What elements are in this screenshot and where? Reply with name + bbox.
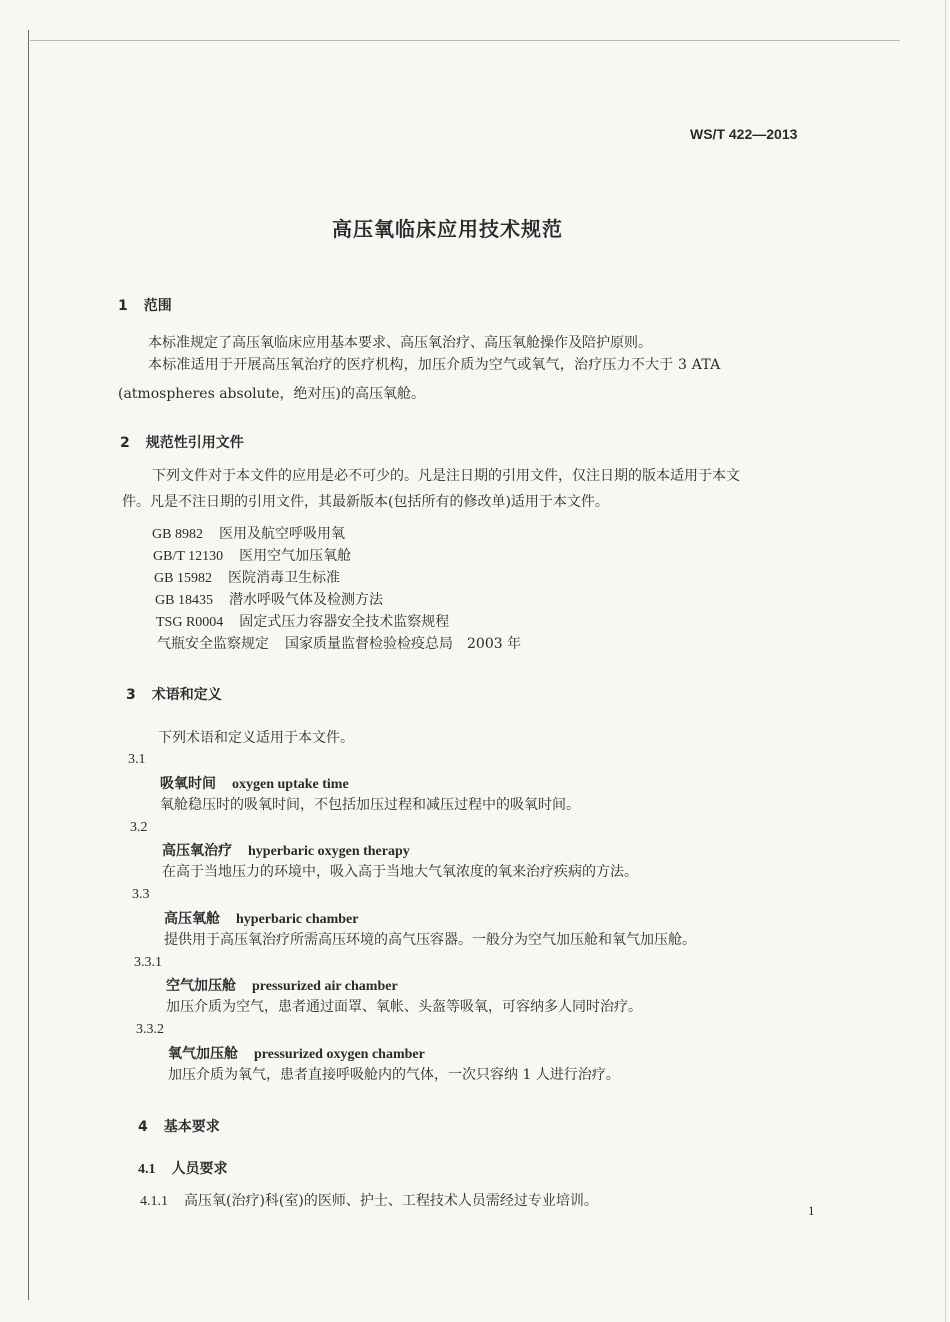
reference-name: 潜水呼吸气体及检测方法 bbox=[228, 592, 383, 608]
section-title: 基本要求 bbox=[163, 1119, 220, 1135]
reference-name: 医院消毒卫生标准 bbox=[227, 570, 340, 586]
subsection-heading bbox=[138, 1158, 228, 1178]
reference-code: 气瓶安全监察规定 bbox=[157, 636, 269, 652]
paragraph: 本标准规定了高压氧临床应用基本要求、高压氧治疗、高压氧舱操作及陪护原则。 bbox=[148, 335, 652, 351]
section-2-heading bbox=[120, 432, 244, 452]
term-definition: 氧舱稳压时的吸氧时间，不包括加压过程和减压过程中的吸氧时间。 bbox=[160, 797, 580, 813]
term-definition: 提供用于高压氧治疗所需高压环境的高气压容器。一般分为空气加压舱和氧气加压舱。 bbox=[164, 932, 696, 948]
clause-item bbox=[140, 1190, 598, 1210]
section-number: 1 bbox=[118, 298, 128, 314]
reference-item bbox=[154, 567, 340, 587]
term-heading bbox=[166, 975, 398, 995]
reference-name: 固定式压力容器安全技术监察规程 bbox=[239, 614, 450, 630]
reference-code: GB 15982 bbox=[154, 571, 212, 586]
reference-name: 医用及航空呼吸用氧 bbox=[218, 526, 345, 542]
term-english: hyperbaric oxygen therapy bbox=[248, 844, 410, 859]
subsection-number: 4.1 bbox=[138, 1162, 156, 1177]
term-chinese: 氧气加压舱 bbox=[168, 1046, 238, 1062]
section-title: 术语和定义 bbox=[151, 687, 222, 703]
term-english: pressurized air chamber bbox=[252, 979, 398, 994]
reference-name: 国家质量监督检验检疫总局 2003 年 bbox=[285, 636, 522, 652]
reference-name: 医用空气加压氧舱 bbox=[239, 548, 352, 564]
term-definition: 加压介质为空气，患者通过面罩、氧帐、头盔等吸氧，可容纳多人同时治疗。 bbox=[166, 999, 642, 1015]
term-chinese: 吸氧时间 bbox=[160, 776, 216, 792]
term-number: 3.1 bbox=[128, 752, 146, 767]
reference-code: GB 8982 bbox=[152, 527, 203, 542]
term-english: oxygen uptake time bbox=[232, 777, 349, 792]
document-number: WS/T 422—2013 bbox=[690, 126, 798, 142]
reference-item bbox=[155, 589, 383, 609]
term-number: 3.3.1 bbox=[134, 955, 162, 970]
term-chinese: 空气加压舱 bbox=[166, 978, 236, 994]
page-scan-edge-right bbox=[945, 0, 946, 1322]
subsection-title: 人员要求 bbox=[171, 1161, 228, 1177]
paragraph: 件。凡是不注日期的引用文件，其最新版本(包括所有的修改单)适用于本文件。 bbox=[122, 494, 609, 510]
term-chinese: 高压氧治疗 bbox=[162, 843, 232, 859]
section-3-heading bbox=[126, 684, 222, 704]
section-4-heading bbox=[138, 1116, 220, 1136]
paragraph: 下列文件对于本文件的应用是必不可少的。凡是注日期的引用文件，仅注日期的版本适用于本文 bbox=[152, 468, 740, 484]
reference-item bbox=[156, 611, 449, 631]
reference-item bbox=[153, 545, 351, 565]
term-number: 3.3 bbox=[132, 887, 150, 902]
term-english: pressurized oxygen chamber bbox=[254, 1047, 425, 1062]
clause-number: 4.1.1 bbox=[140, 1194, 168, 1209]
clause-text: 高压氧(治疗)科(室)的医师、护士、工程技术人员需经过专业培训。 bbox=[184, 1193, 598, 1209]
term-definition: 在高于当地压力的环境中，吸入高于当地大气氧浓度的氧来治疗疾病的方法。 bbox=[162, 864, 638, 880]
reference-item bbox=[152, 523, 345, 543]
section-number: 2 bbox=[120, 435, 130, 451]
term-number: 3.3.2 bbox=[136, 1022, 164, 1037]
paragraph: (atmospheres absolute，绝对压)的高压氧舱。 bbox=[118, 386, 425, 402]
section-1-heading bbox=[118, 295, 172, 315]
term-heading bbox=[160, 773, 349, 793]
term-heading bbox=[168, 1043, 425, 1063]
section-number: 3 bbox=[126, 687, 136, 703]
paragraph: 下列术语和定义适用于本文件。 bbox=[158, 730, 354, 746]
reference-code: GB 18435 bbox=[155, 593, 213, 608]
page-scan-edge-left bbox=[28, 30, 29, 1300]
reference-code: GB/T 12130 bbox=[153, 549, 224, 564]
paragraph: 本标准适用于开展高压氧治疗的医疗机构，加压介质为空气或氧气，治疗压力不大于 3 ATA bbox=[148, 357, 721, 373]
term-english: hyperbaric chamber bbox=[236, 912, 359, 927]
page-title: 高压氧临床应用技术规范 bbox=[332, 217, 563, 241]
page-scan-edge-top bbox=[30, 40, 900, 41]
section-number: 4 bbox=[138, 1119, 148, 1135]
reference-code: TSG R0004 bbox=[156, 615, 224, 630]
term-heading bbox=[162, 840, 410, 860]
term-heading bbox=[164, 908, 358, 928]
section-title: 范围 bbox=[143, 298, 172, 314]
term-number: 3.2 bbox=[130, 820, 148, 835]
reference-item bbox=[157, 633, 521, 653]
term-definition: 加压介质为氧气，患者直接呼吸舱内的气体，一次只容纳 1 人进行治疗。 bbox=[168, 1067, 620, 1083]
page-number: 1 bbox=[808, 1203, 815, 1218]
section-title: 规范性引用文件 bbox=[145, 435, 244, 451]
term-chinese: 高压氧舱 bbox=[164, 911, 220, 927]
